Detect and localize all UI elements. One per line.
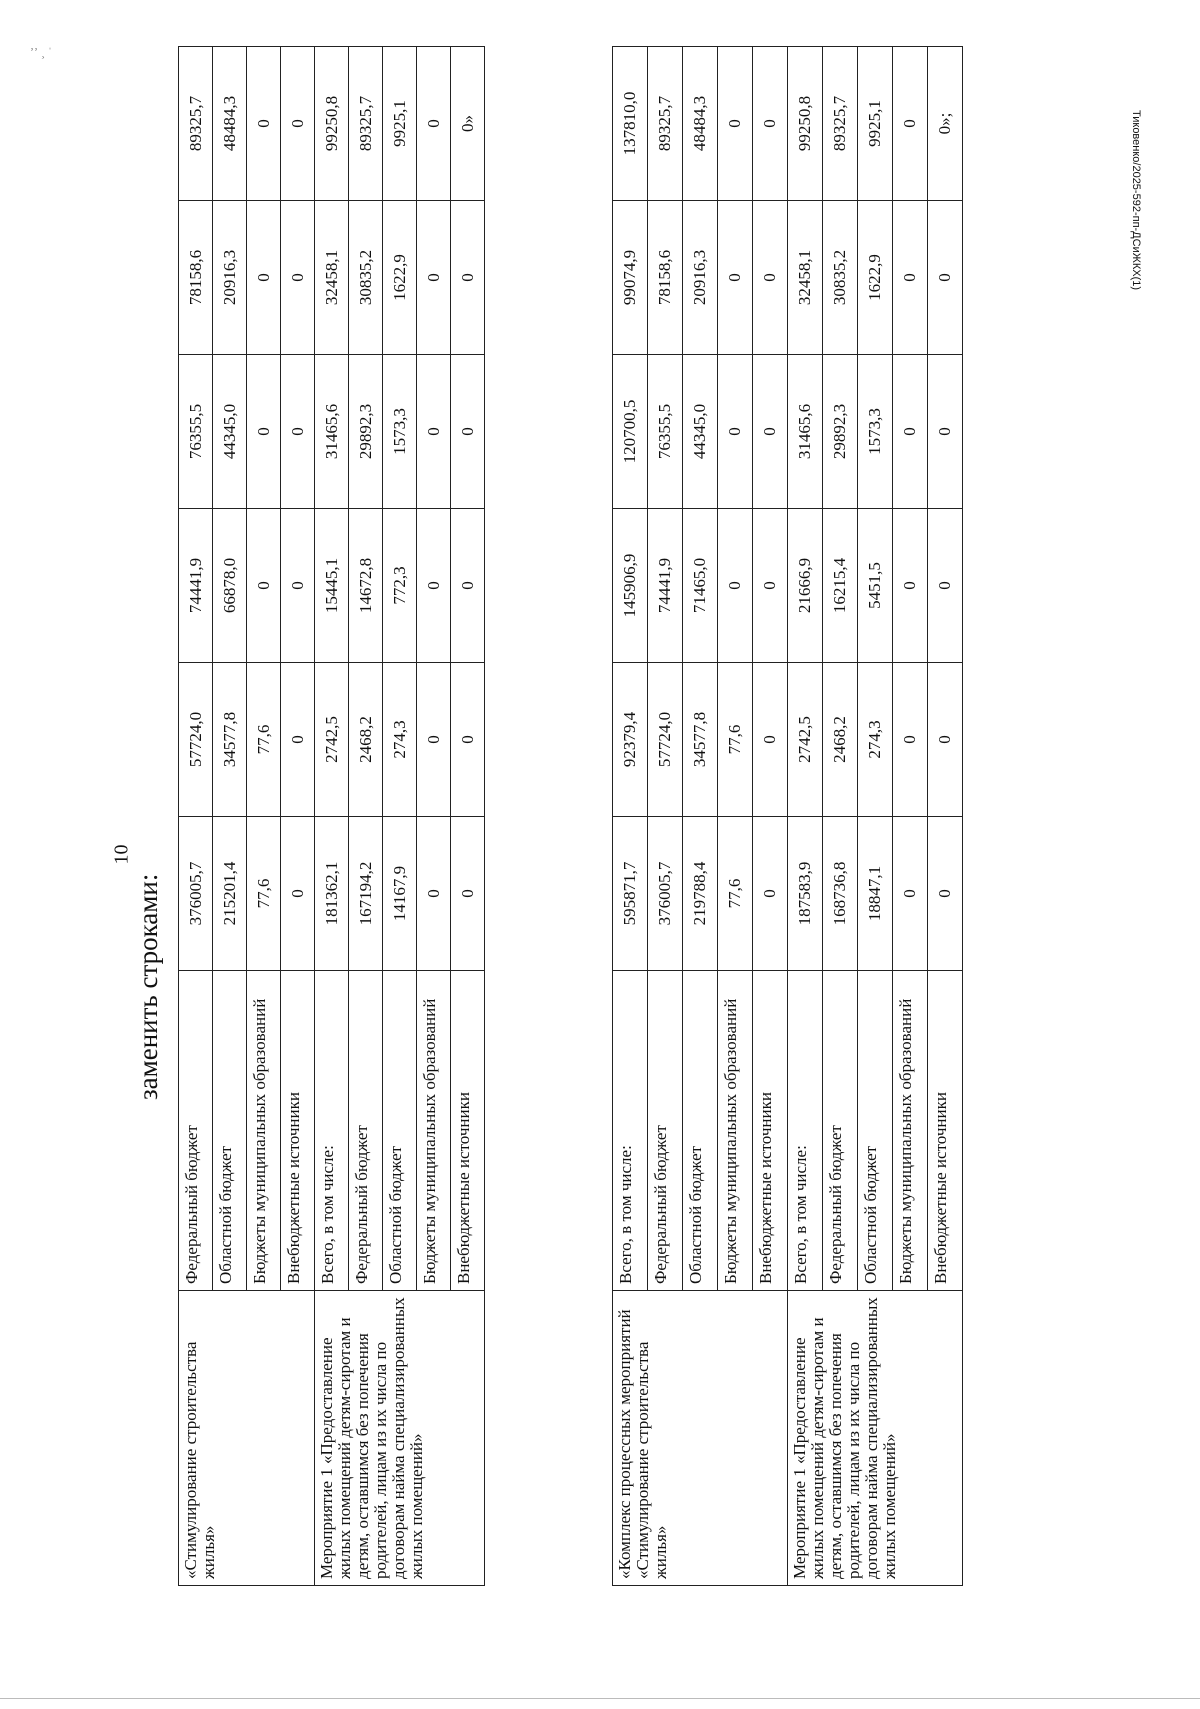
funding-source-cell: Федеральный бюджет	[349, 971, 383, 1291]
value-cell: 9925,1	[858, 47, 893, 201]
measure-name-cell: «Комплекс процессных мероприятий «Стимулирование строительства жилья»	[613, 1291, 788, 1586]
value-cell: 0	[451, 355, 485, 509]
replace-heading	[133, 0, 163, 1540]
value-cell: 274,3	[858, 663, 893, 817]
value-cell: 20916,3	[213, 201, 247, 355]
funding-source-cell: Федеральный бюджет	[179, 971, 213, 1291]
scan-mark: ʼʼ ¸ ˈ	[30, 45, 52, 59]
value-cell: 76355,5	[648, 355, 683, 509]
page-number: 10	[110, 844, 133, 865]
value-cell: 1573,3	[383, 355, 417, 509]
value-cell: 0	[451, 201, 485, 355]
replace-heading-text: заменить строками:	[133, 873, 163, 1100]
value-cell: 376005,7	[179, 817, 213, 971]
value-cell: 0	[281, 817, 315, 971]
value-cell: 14672,8	[349, 509, 383, 663]
value-cell: 2468,2	[823, 663, 858, 817]
value-cell: 0	[247, 47, 281, 201]
value-cell: 15445,1	[315, 509, 349, 663]
value-cell: 219788,4	[683, 817, 718, 971]
funding-source-cell: Всего, в том числе:	[788, 971, 823, 1291]
value-cell: 0	[928, 355, 963, 509]
value-cell: 0	[928, 201, 963, 355]
value-cell: 0	[281, 509, 315, 663]
value-cell: 32458,1	[315, 201, 349, 355]
funding-source-cell: Внебюджетные источники	[928, 971, 963, 1291]
value-cell: 71465,0	[683, 509, 718, 663]
value-cell: 14167,9	[383, 817, 417, 971]
value-cell: 1622,9	[858, 201, 893, 355]
value-cell: 167194,2	[349, 817, 383, 971]
value-cell: 0	[417, 817, 451, 971]
value-cell: 0	[718, 355, 753, 509]
value-cell: 2742,5	[315, 663, 349, 817]
table-row	[788, 47, 823, 1586]
value-cell: 0	[718, 509, 753, 663]
value-cell: 89325,7	[648, 47, 683, 201]
value-cell: 20916,3	[683, 201, 718, 355]
value-cell: 57724,0	[179, 663, 213, 817]
value-cell: 57724,0	[648, 663, 683, 817]
funding-source-cell: Внебюджетные источники	[281, 971, 315, 1291]
table-replacement-rows	[612, 46, 963, 1586]
value-cell: 9925,1	[383, 47, 417, 201]
value-cell: 0	[753, 663, 788, 817]
value-cell: 76355,5	[179, 355, 213, 509]
value-cell: 89325,7	[349, 47, 383, 201]
value-cell: 5451,5	[858, 509, 893, 663]
value-cell: 0	[893, 47, 928, 201]
rotated-content	[178, 46, 963, 1586]
value-cell: 137810,0	[613, 47, 648, 201]
value-cell: 187583,9	[788, 817, 823, 971]
value-cell: 0	[247, 509, 281, 663]
funding-source-cell: Федеральный бюджет	[648, 971, 683, 1291]
value-cell: 0	[247, 355, 281, 509]
value-cell: 0	[753, 47, 788, 201]
value-cell: 99074,9	[613, 201, 648, 355]
funding-source-cell: Всего, в том числе:	[613, 971, 648, 1291]
value-cell: 0»;	[928, 47, 963, 201]
value-cell: 29892,3	[823, 355, 858, 509]
value-cell: 77,6	[718, 663, 753, 817]
funding-source-cell: Бюджеты муниципальных образований	[247, 971, 281, 1291]
value-cell: 0	[281, 47, 315, 201]
funding-source-cell: Областной бюджет	[858, 971, 893, 1291]
value-cell: 18847,1	[858, 817, 893, 971]
measure-name-cell: Мероприятие 1 «Предоставление жилых помещений детям-сиротам и детям, оставшимся без попечения родителей, лицам из их числа по договорам найма специализированных жилых помещений»	[315, 1291, 485, 1586]
value-cell: 0	[893, 817, 928, 971]
value-cell: 181362,1	[315, 817, 349, 971]
value-cell: 89325,7	[179, 47, 213, 201]
value-cell: 0	[451, 663, 485, 817]
value-cell: 1622,9	[383, 201, 417, 355]
value-cell: 0	[718, 201, 753, 355]
value-cell: 0	[417, 47, 451, 201]
value-cell: 34577,8	[213, 663, 247, 817]
value-cell: 0	[281, 355, 315, 509]
value-cell: 2742,5	[788, 663, 823, 817]
value-cell: 0	[718, 47, 753, 201]
value-cell: 31465,6	[315, 355, 349, 509]
value-cell: 44345,0	[683, 355, 718, 509]
table-row	[613, 47, 648, 1586]
value-cell: 78158,6	[179, 201, 213, 355]
value-cell: 0	[451, 817, 485, 971]
scan-edge-line	[0, 1698, 1200, 1699]
value-cell: 0	[753, 355, 788, 509]
measure-name-cell: «Стимулирование строительства жилья»	[179, 1291, 315, 1586]
funding-source-cell: Областной бюджет	[683, 971, 718, 1291]
value-cell: 0	[928, 509, 963, 663]
value-cell: 44345,0	[213, 355, 247, 509]
value-cell: 77,6	[718, 817, 753, 971]
value-cell: 0	[893, 509, 928, 663]
value-cell: 0	[928, 663, 963, 817]
value-cell: 0	[753, 509, 788, 663]
value-cell: 66878,0	[213, 509, 247, 663]
value-cell: 0	[417, 663, 451, 817]
value-cell: 21666,9	[788, 509, 823, 663]
value-cell: 30835,2	[823, 201, 858, 355]
value-cell: 120700,5	[613, 355, 648, 509]
value-cell: 74441,9	[648, 509, 683, 663]
value-cell: 74441,9	[179, 509, 213, 663]
value-cell: 0	[928, 817, 963, 971]
value-cell: 48484,3	[683, 47, 718, 201]
value-cell: 89325,7	[823, 47, 858, 201]
value-cell: 215201,4	[213, 817, 247, 971]
value-cell: 48484,3	[213, 47, 247, 201]
value-cell: 376005,7	[648, 817, 683, 971]
value-cell: 78158,6	[648, 201, 683, 355]
value-cell: 29892,3	[349, 355, 383, 509]
value-cell: 168736,8	[823, 817, 858, 971]
value-cell: 0	[753, 201, 788, 355]
funding-source-cell: Областной бюджет	[383, 971, 417, 1291]
value-cell: 145906,9	[613, 509, 648, 663]
funding-source-cell: Бюджеты муниципальных образований	[718, 971, 753, 1291]
value-cell: 0	[281, 201, 315, 355]
value-cell: 0	[417, 509, 451, 663]
funding-source-cell: Бюджеты муниципальных образований	[417, 971, 451, 1291]
value-cell: 77,6	[247, 663, 281, 817]
funding-source-cell: Областной бюджет	[213, 971, 247, 1291]
value-cell: 16215,4	[823, 509, 858, 663]
value-cell: 0	[893, 355, 928, 509]
value-cell: 32458,1	[788, 201, 823, 355]
table-original-rows	[178, 46, 485, 1586]
value-cell: 595871,7	[613, 817, 648, 971]
measure-name-cell: Мероприятие 1 «Предоставление жилых помещений детям-сиротам и детям, оставшимся без попечения родителей, лицам из их числа по договорам найма специализированных жилых помещений»	[788, 1291, 963, 1586]
value-cell: 0»	[451, 47, 485, 201]
value-cell: 0	[451, 509, 485, 663]
document-footer: Тиковенко/2025-592-пп-ДСиЖКХ(1)	[1130, 110, 1142, 291]
value-cell: 0	[417, 201, 451, 355]
funding-source-cell: Внебюджетные источники	[451, 971, 485, 1291]
value-cell: 0	[753, 817, 788, 971]
value-cell: 2468,2	[349, 663, 383, 817]
value-cell: 31465,6	[788, 355, 823, 509]
value-cell: 274,3	[383, 663, 417, 817]
value-cell: 0	[893, 201, 928, 355]
table-row	[315, 47, 349, 1586]
value-cell: 30835,2	[349, 201, 383, 355]
value-cell: 772,3	[383, 509, 417, 663]
value-cell: 1573,3	[858, 355, 893, 509]
value-cell: 0	[893, 663, 928, 817]
table-row	[179, 47, 213, 1586]
value-cell: 92379,4	[613, 663, 648, 817]
value-cell: 77,6	[247, 817, 281, 971]
value-cell: 34577,8	[683, 663, 718, 817]
funding-source-cell: Федеральный бюджет	[823, 971, 858, 1291]
funding-source-cell: Внебюджетные источники	[753, 971, 788, 1291]
value-cell: 0	[281, 663, 315, 817]
funding-source-cell: Бюджеты муниципальных образований	[893, 971, 928, 1291]
value-cell: 0	[417, 355, 451, 509]
value-cell: 99250,8	[315, 47, 349, 201]
value-cell: 0	[247, 201, 281, 355]
value-cell: 99250,8	[788, 47, 823, 201]
funding-source-cell: Всего, в том числе:	[315, 971, 349, 1291]
